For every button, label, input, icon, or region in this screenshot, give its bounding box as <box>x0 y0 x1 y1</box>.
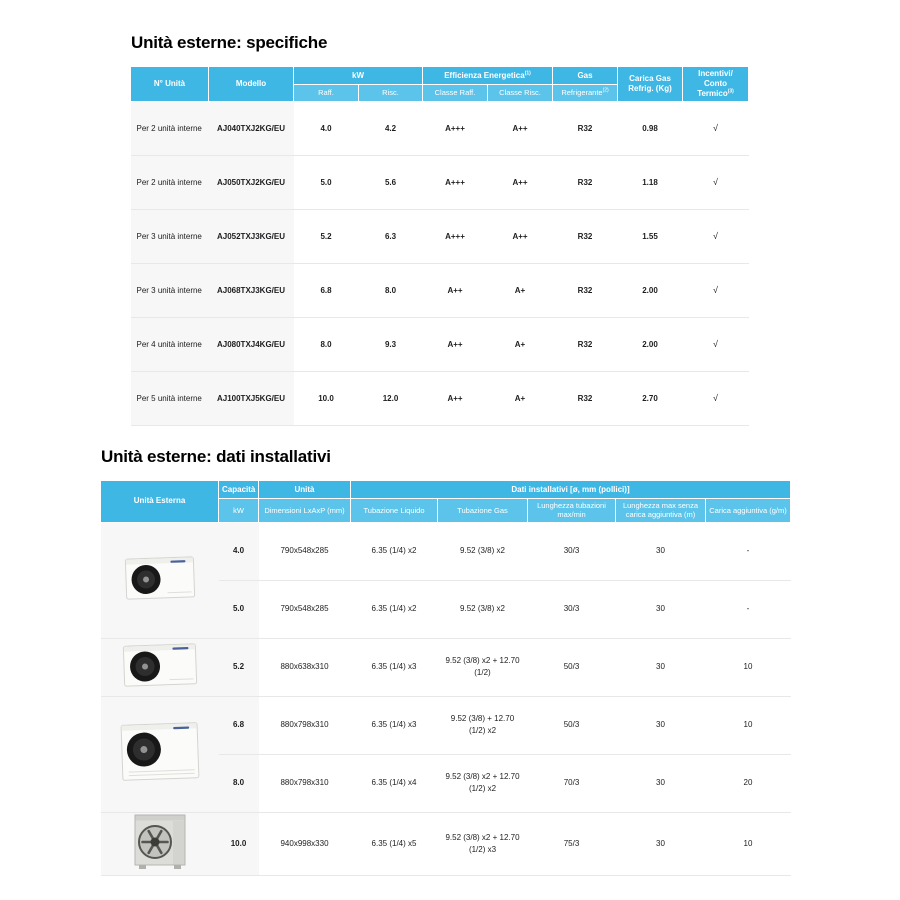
heating-capacity-cell: 5.6 <box>359 156 423 210</box>
max-length-no-charge-cell: 30 <box>616 754 706 812</box>
additional-charge-cell: 10 <box>706 696 791 754</box>
outdoor-unit-small-icon <box>121 552 199 604</box>
dimensions-cell: 880x798x310 <box>259 754 351 812</box>
efficienza-label: Efficienza Energetica <box>444 70 525 80</box>
install-table-row <box>101 696 791 754</box>
refrigerant-cell: R32 <box>577 123 593 133</box>
col-header-capacita: Capacità <box>219 481 259 499</box>
refrigerante-footnote: (2) <box>602 87 609 94</box>
units-count-cell: Per 2 unità interne <box>131 156 209 210</box>
heating-capacity-cell: 9.3 <box>359 318 423 372</box>
install-section <box>100 447 790 876</box>
incentivi-label: Incentivi/ Conto Termico <box>697 69 733 98</box>
efficienza-footnote: (1) <box>524 69 531 76</box>
max-length-no-charge-cell: 30 <box>616 696 706 754</box>
units-count-cell: Per 5 unità interne <box>131 372 209 426</box>
model-cell: AJ080TXJ4KG/EU <box>209 318 294 372</box>
specs-table <box>130 66 749 426</box>
install-table-header <box>101 481 791 523</box>
specs-table-title: Unità esterne: specifiche <box>131 33 328 52</box>
incentive-check-cell: √ <box>683 156 749 210</box>
gas-pipe-cell: 9.52 (3/8) + 12.70 (1/2) x2 <box>438 696 528 754</box>
outdoor-unit-large-icon <box>116 719 204 785</box>
col-header-modello: Modello <box>209 67 294 102</box>
heating-class-cell: A++ <box>488 156 553 210</box>
heating-capacity-cell: 4.2 <box>384 123 397 133</box>
capacity-cell: 4.0 <box>219 522 259 580</box>
pipe-length-cell: 50/3 <box>528 638 616 696</box>
heating-capacity-cell: 8.0 <box>359 264 423 318</box>
incentive-check-cell: √ <box>683 372 749 426</box>
gas-charge-cell: 2.00 <box>618 318 683 372</box>
units-count-cell: Per 2 unità interne <box>131 102 209 156</box>
outdoor-unit-xl-icon <box>129 813 191 871</box>
install-table-row <box>101 812 791 875</box>
specs-table-row <box>131 156 749 210</box>
max-length-no-charge-cell: 30 <box>616 580 706 638</box>
cooling-capacity-cell: 8.0 <box>294 318 359 372</box>
refrigerant-cell: R32 <box>553 264 618 318</box>
additional-charge-cell: 20 <box>706 754 791 812</box>
additional-charge-cell: - <box>706 580 791 638</box>
pipe-length-cell: 30/3 <box>563 546 580 556</box>
cooling-capacity-cell: 5.2 <box>294 210 359 264</box>
incentive-check-cell: √ <box>683 210 749 264</box>
outdoor-unit-image-cell <box>101 522 219 638</box>
capacity-cell: 5.0 <box>219 580 259 638</box>
gas-pipe-cell: 9.52 (3/8) x2 <box>460 546 505 556</box>
liquid-pipe-cell: 6.35 (1/4) x4 <box>351 754 438 812</box>
col-subheader-classe-raff: Classe Raff. <box>423 85 488 102</box>
col-header-kw: kW <box>294 67 423 85</box>
additional-charge-cell: 10 <box>706 638 791 696</box>
max-length-no-charge-cell: 30 <box>616 638 706 696</box>
cooling-class-cell: A++ <box>423 318 488 372</box>
heating-class-cell: A+ <box>488 264 553 318</box>
specs-table-header <box>131 67 749 102</box>
cooling-class-cell: A+++ <box>423 210 488 264</box>
dimensions-cell: 940x998x330 <box>259 812 351 875</box>
cooling-class-cell: A+++ <box>445 123 465 133</box>
col-subheader-refrigerante <box>553 85 618 102</box>
specs-table-row <box>131 318 749 372</box>
pipe-length-cell: 70/3 <box>528 754 616 812</box>
refrigerant-cell: R32 <box>553 318 618 372</box>
gas-charge-cell: 1.55 <box>618 210 683 264</box>
cooling-class-cell: A++ <box>423 264 488 318</box>
gas-pipe-cell: 9.52 (3/8) x2 <box>438 580 528 638</box>
outdoor-unit-image-cell <box>101 696 219 812</box>
gas-charge-cell: 2.00 <box>618 264 683 318</box>
dimensions-cell: 790x548x285 <box>280 546 329 556</box>
cooling-capacity-cell: 5.0 <box>294 156 359 210</box>
gas-charge-cell: 2.70 <box>618 372 683 426</box>
col-subheader-classe-risc: Classe Risc. <box>488 85 553 102</box>
col-header-incentivi <box>683 67 749 102</box>
gas-charge-cell: 1.18 <box>618 156 683 210</box>
specs-table-row <box>131 372 749 426</box>
max-length-no-charge-cell: 30 <box>656 546 665 556</box>
col-subheader-raff: Raff. <box>294 85 359 102</box>
heating-capacity-cell: 12.0 <box>359 372 423 426</box>
capacity-cell: 8.0 <box>219 754 259 812</box>
cooling-capacity-cell: 4.0 <box>320 123 332 133</box>
liquid-pipe-cell: 6.35 (1/4) x3 <box>351 638 438 696</box>
col-header-gas: Gas <box>553 67 618 85</box>
incentivi-footnote: (3) <box>727 88 734 95</box>
dimensions-cell: 880x638x310 <box>259 638 351 696</box>
refrigerante-label: Refrigerante <box>561 88 603 98</box>
refrigerant-cell: R32 <box>553 372 618 426</box>
cooling-class-cell: A+++ <box>423 156 488 210</box>
pipe-length-cell: 75/3 <box>528 812 616 875</box>
specs-table-row <box>131 264 749 318</box>
col-subheader-carica-aggiuntiva: Carica aggiuntiva (g/m) <box>706 499 791 523</box>
cooling-class-cell: A++ <box>423 372 488 426</box>
model-cell: AJ100TXJ5KG/EU <box>209 372 294 426</box>
cooling-capacity-cell: 10.0 <box>294 372 359 426</box>
dimensions-cell: 790x548x285 <box>259 580 351 638</box>
model-cell: AJ050TXJ2KG/EU <box>209 156 294 210</box>
col-header-unita-esterna: Unità Esterna <box>101 481 219 523</box>
units-count-cell: Per 3 unità interne <box>131 264 209 318</box>
incentive-check-cell: √ <box>683 264 749 318</box>
install-table-title: Unità esterne: dati installativi <box>101 447 331 466</box>
gas-charge-cell: 0.98 <box>642 123 658 133</box>
col-subheader-kw: kW <box>219 499 259 523</box>
model-cell: AJ040TXJ2KG/EU <box>209 102 294 156</box>
install-table <box>100 480 791 876</box>
specs-table-row <box>131 210 749 264</box>
gas-pipe-cell: 9.52 (3/8) x2 + 12.70 (1/2) <box>438 638 528 696</box>
specs-section <box>130 33 748 426</box>
capacity-cell: 10.0 <box>219 812 259 875</box>
dimensions-cell: 880x798x310 <box>259 696 351 754</box>
col-header-carica-gas: Carica Gas Refrig. (Kg) <box>618 67 683 102</box>
gas-pipe-cell: 9.52 (3/8) x2 + 12.70 (1/2) x2 <box>438 754 528 812</box>
specs-table-row <box>131 102 749 156</box>
col-header-n-unita: N° Unità <box>131 67 209 102</box>
outdoor-unit-medium-icon <box>119 640 201 690</box>
col-subheader-lunghezza-tubazioni: Lunghezza tubazioni max/min <box>528 499 616 523</box>
heating-class-cell: A+ <box>488 372 553 426</box>
units-count-cell: Per 4 unità interne <box>131 318 209 372</box>
incentive-check-cell: √ <box>713 122 718 133</box>
heating-class-cell: A+ <box>488 318 553 372</box>
heating-capacity-cell: 6.3 <box>359 210 423 264</box>
gas-pipe-cell: 9.52 (3/8) x2 + 12.70 (1/2) x3 <box>438 812 528 875</box>
col-header-unita: Unità <box>259 481 351 499</box>
install-table-row <box>101 522 791 580</box>
outdoor-unit-image-cell <box>101 812 219 875</box>
liquid-pipe-cell: 6.35 (1/4) x2 <box>371 546 417 556</box>
heating-class-cell: A++ <box>512 123 528 133</box>
model-cell: AJ068TXJ3KG/EU <box>209 264 294 318</box>
liquid-pipe-cell: 6.35 (1/4) x5 <box>351 812 438 875</box>
col-subheader-dimensioni: Dimensioni LxAxP (mm) <box>259 499 351 523</box>
max-length-no-charge-cell: 30 <box>616 812 706 875</box>
pipe-length-cell: 30/3 <box>528 580 616 638</box>
col-subheader-tubazione-gas: Tubazione Gas <box>438 499 528 523</box>
additional-charge-cell: - <box>746 546 750 556</box>
refrigerant-cell: R32 <box>553 210 618 264</box>
units-count-cell: Per 3 unità interne <box>131 210 209 264</box>
col-subheader-lunghezza-max: Lunghezza max senza carica aggiuntiva (m) <box>616 499 706 523</box>
install-table-row <box>101 638 791 696</box>
refrigerant-cell: R32 <box>553 156 618 210</box>
col-subheader-tubazione-liquido: Tubazione Liquido <box>351 499 438 523</box>
outdoor-unit-image-cell <box>101 638 219 696</box>
incentive-check-cell: √ <box>683 318 749 372</box>
capacity-cell: 6.8 <box>219 696 259 754</box>
col-subheader-risc: Risc. <box>359 85 423 102</box>
cooling-capacity-cell: 6.8 <box>294 264 359 318</box>
col-header-efficienza <box>423 67 553 85</box>
liquid-pipe-cell: 6.35 (1/4) x3 <box>351 696 438 754</box>
pipe-length-cell: 50/3 <box>528 696 616 754</box>
heating-class-cell: A++ <box>488 210 553 264</box>
col-header-dati-installativi: Dati installativi [ø, mm (pollici)] <box>351 481 791 499</box>
model-cell: AJ052TXJ3KG/EU <box>209 210 294 264</box>
capacity-cell: 5.2 <box>219 638 259 696</box>
additional-charge-cell: 10 <box>706 812 791 875</box>
liquid-pipe-cell: 6.35 (1/4) x2 <box>351 580 438 638</box>
